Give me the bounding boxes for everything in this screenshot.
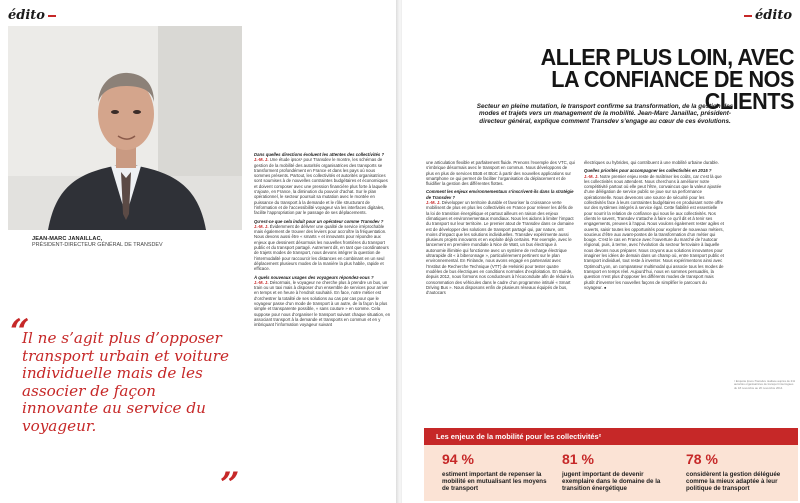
question: Qu’est-ce que cela induit pour un opérateur comme Transdev ?	[254, 218, 384, 224]
portrait-illustration	[8, 26, 242, 230]
answer	[254, 280, 392, 328]
answer-continued: électriques ou hybrides, qui contribuent à une mobilité urbaine durable.	[584, 160, 719, 165]
answer-initials: J.-M. J.	[254, 279, 269, 285]
section-tag	[741, 8, 792, 23]
stat-text: estiment important de repenser la mobilité en mutualisant les moyens de transport	[442, 471, 547, 493]
question: À quels nouveaux usages des voyageurs répondez-vous ?	[254, 274, 374, 280]
answer	[426, 200, 576, 295]
caption-role: PRÉSIDENT-DIRECTEUR GÉNÉRAL DE TRANSDEV	[32, 242, 163, 248]
section-tag	[8, 8, 59, 23]
stat-value: 94 %	[442, 451, 474, 467]
stat-item	[686, 453, 794, 493]
stats-title: Les enjeux de la mobilité pour les collectivités²	[436, 432, 602, 441]
section-tag-label: édito	[755, 8, 792, 23]
interview-column-1	[254, 152, 392, 329]
pullquote-close-mark: ”	[220, 465, 240, 503]
photo-caption	[32, 236, 232, 248]
pullquote-open-mark: “	[10, 312, 30, 352]
footnote: ¹ Enquête Ipsos-Transdev réalisée auprès de 211 autorités organisatrices de transport interrogées du 18 novembre au 20 novembre 2014.	[734, 379, 796, 390]
question: Dans quelles directions évoluent les attentes des collectivités ?	[254, 152, 385, 157]
answer	[584, 174, 724, 291]
answer-continued: une articulation flexible et parfaitement fluide. Prenons l’exemple des VTC, qui s’imbrique désormais avec le transport en commun. Nous développons de plus en plus de services BtoB et BtoC à partir des nouvelles applications sur smartphone ce qui permet de faciliter l’organisation du déplacement et de fluidifier la gestion des différentes flottes.	[426, 160, 575, 187]
answer-text: Notre premier enjeu reste de maîtriser les coûts, car c’est là que les collectivités nous attendent. Nous cherchons à améliorer notre compétitivité partout où elle peut l’être, convaincus que la valeur ajoutée d’une délégation de service public se joue sur sa performance opérationnelle. Nous devenons une source de sécurité pour les collectivités face à leurs contraintes budgétaires en produisant notre offre sur des systèmes intégrés à service égal. Cette fiabilité est essentielle pour nourrir la relation de confiance qui nous lie aux collectivités. Nos clients le savent, Transdev s’attache à faire ce qu’il dit et à tenir ses engagements, preuves à l’appui. Nous voulons également rester agiles et ouverts, saisir toutes les opportunités pour explorer de nouveaux métiers, soucieux d’être aux avant-postes de la transformation d’un métier qui bouge. C’est le cas en France avec l’ouverture du marché de l’autocar régional, puis, à terme, avec l’évolution du secteur ferroviaire à laquelle nous devons nous préparer. Nous croyons aux solutions innovantes pour imaginer les idées de demain dans un champ où, entre transport public et transport individuel, tout reste à inventer. Nous expérimentons ainsi avec Optimod’Lyon, un comparateur multimodal qui associe tous les modes de transport en temps réel. Aujourd’hui, nous en sommes persuadés, la question n’est plus d’opposer les différents modes de transport mais plutôt d’inventer les nouvelles façons de simplifier le parcours du voyageur. ●	[584, 173, 724, 290]
interview-column-2	[426, 160, 576, 297]
section-tag-rule	[744, 15, 752, 17]
stat-item	[562, 453, 680, 493]
section-tag-rule	[48, 15, 56, 17]
caption-name: JEAN-MARC JANAILLAC,	[32, 236, 103, 242]
section-tag-label: édito	[8, 8, 45, 23]
answer-text: Évidemment de délivrer une qualité de service irréprochable mais également de trouver des leviers pour accroître la fréquentation. Nous devons aussi être « smarts » et innovants pour répondre aux enjeux que dessinent désormais les nouvelles frontières du transport public et du transport partagé. Autrement dit, en tant que coordinateurs de trajets modes de transport, nous devons intégrer la question de l’intermodalité pour raccourcir les distances en combinant en un seul déplacement plusieurs modes de la manière la plus habile, rapide et efficace.	[254, 223, 389, 272]
stat-value: 78 %	[686, 451, 718, 467]
left-page	[0, 0, 398, 503]
stat-text: jugent important de devenir exemplaire dans le domaine de la transition énergétique	[562, 471, 661, 493]
stat-text: considèrent la gestion déléguée comme la mieux adaptée à leur politique de transport	[686, 471, 781, 493]
portrait-photo	[8, 26, 242, 230]
question: Comment les enjeux environnementaux s’inscrivent-ils dans la stratégie de Transdev ?	[426, 189, 574, 200]
stat-value: 81 %	[562, 451, 594, 467]
answer-initials: J.-M. J.	[426, 200, 441, 206]
stat-item	[442, 453, 560, 493]
headline-line-1: ALLER PLUS LOIN, AVEC	[540, 44, 794, 70]
answer-initials: J.-M. J.	[254, 157, 269, 163]
pullquote: Il ne s’agit plus d’opposer transport urbain et voiture individuelle mais de les associer de façon innovante au service du voyageur.	[22, 329, 229, 435]
answer-text: Une étude ipsos¹ pour Transdev le montre, les schémas de gestion de la mobilité des autorités organisatrices des transports se transforment profondément en France et dans les pays où nous sommes présents. Partout, les collectivités et autorités organisatrices sont soumises à de nouvelles contraintes budgétaires et économiques et doivent composer avec une pression financière plus forte à laquelle s’ajoute, en France, la diminution du pouvoir d’achat. Sur le plan opérationnel, le secteur poursuit sa mutation avec le montée en puissance du transport à la demande et le rôle structurant de l’information et de l’accessibilité voyageur via les interfaces digitales, facilite l’appropriation par le passage de ses déplacements.	[254, 157, 388, 216]
answer-text: Développer un territoire durable et favoriser la croissance verte mobilisent de plus en plus les collectivités en France pour relever les défis de la loi de transition énergétique et partout ailleurs en raison des enjeux climatiques et environnementaux mondiaux. Nous les aidons à limiter l’impact du transport sur leur territoire. Le premier atout de Transdev dans ce domaine est de développer des solutions de transport partagé qui, par nature, ont moins d’impact que les solutions individuelles. Transdev expérimente aussi plusieurs projets innovants et en exploite déjà certains. Par exemple, avec le lancement en première mondiale à Nice de Watt, un bus électrique à autonomie illimitée qui fonctionne avec un système de recharge électrique ultrarapide dit « à biberonnage », particulièrement pertinent sur le plan environnemental. En Finlande, nous avons engagé en partenariat avec l’Institut de Recherche Technique (VTT) de Helsinki pour tester quatre modèles de bus électriques en conditions normales d’exploitation. En Suède, depuis 2012, nous formons nos conducteurs à l’écoconduite afin de réduire la consommation des véhicules dans le cadre d’un programme intitulé « Smart Driving Bus ». Nous disposons enfin de plusieurs réseaux équipés de bus, d’autocars	[426, 200, 574, 296]
answer	[254, 224, 392, 272]
interview-column-3	[584, 160, 724, 292]
headline-line-2: LA CONFIANCE DE NOS CLIENTS	[551, 66, 794, 114]
answer-initials: J.-M. J.	[254, 223, 269, 229]
intro-standfirst: Secteur en pleine mutation, le transport confirme sa transformation, de la gestion des modes et trajets vers un management de la mobilité. Jean-Marc Janaillac, président-directeur général, explique comment Transdev s’engage au cœur de ces évolutions.	[476, 103, 734, 125]
answer-initials: J.-M. J.	[584, 173, 599, 179]
answer-text: Désormais, le voyageur ne cherche plus à prendre un bus, un train ou un taxi mais à disposer d’un ensemble de services pour arriver en temps et en heure à l’endroit souhaité. En face, notre métier est d’orchestrer la totalité de ses solutions au cas par cas pour que le voyageur passe d’un mode de transport à un autre, de la façon la plus simple et transparente possible, « sans couture » en somme. Cela suppose pour nous d’organiser le transport suivant chaque situation, en associant transport à la demande et transports en commun et en y imbriquant l’information voyageur suivant	[254, 279, 391, 328]
stats-box	[424, 428, 798, 501]
question: Quelles priorités pour accompagner les collectivités en 2015 ?	[584, 168, 712, 174]
answer	[254, 157, 392, 215]
